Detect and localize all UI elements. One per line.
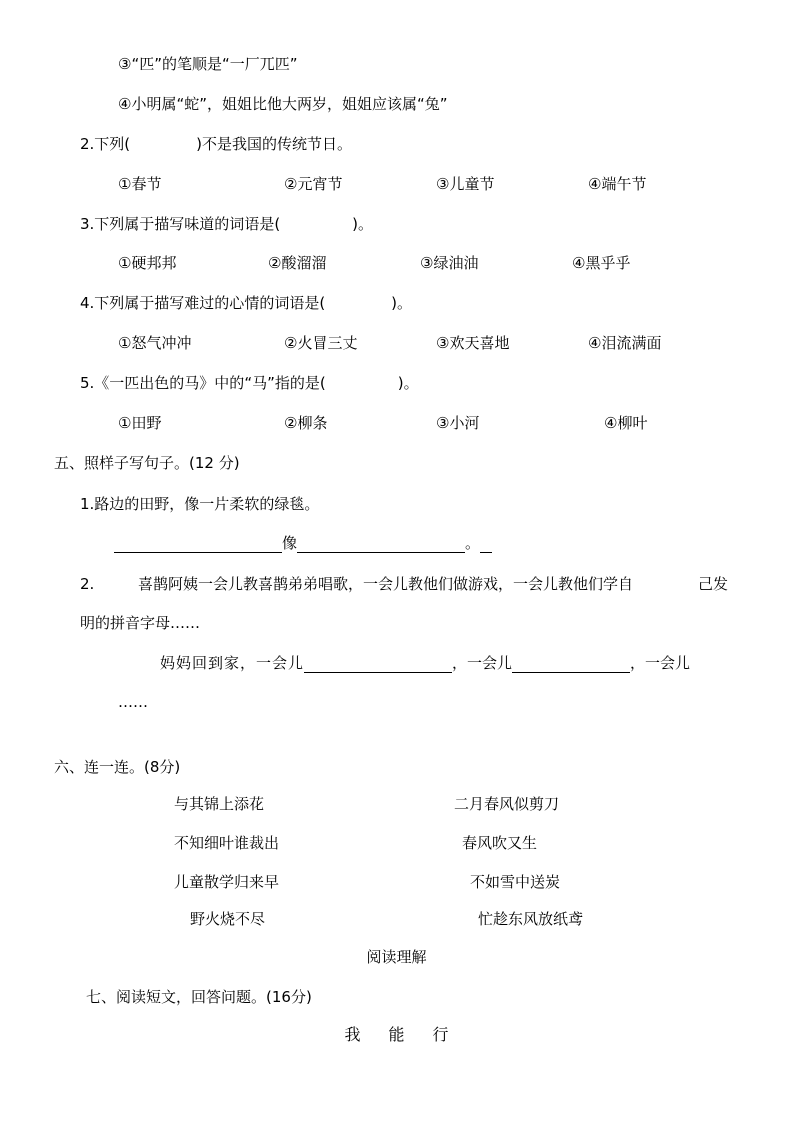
reading-label: 阅读理解 — [366, 948, 427, 966]
s5-q1-example: 1.路边的田野，像一片柔软的绿毯。 — [80, 495, 320, 513]
match-right-3[interactable]: 不如雪中送炭 — [470, 873, 561, 891]
q5-option-4: ④柳叶 — [604, 414, 648, 432]
choice-item-4: ④小明属“蛇”，姐姐比他大两岁，姐姐应该属“兔” — [118, 95, 448, 113]
match-right-4[interactable]: 忙趁东风放纸鸢 — [478, 910, 584, 928]
match-left-4[interactable]: 野火烧不尽 — [190, 910, 266, 928]
q3-option-1: ①硬邦邦 — [118, 254, 177, 272]
s5-q1-blank-2[interactable] — [297, 534, 465, 553]
match-right-1[interactable]: 二月春风似剪刀 — [454, 795, 560, 813]
q2-option-3: ③儿童节 — [436, 175, 495, 193]
s5-q2-blank-1[interactable] — [304, 654, 452, 673]
q3-option-4: ④黑乎乎 — [572, 254, 631, 272]
match-right-2[interactable]: 春风吹又生 — [462, 834, 538, 852]
question-2-prefix: 2.下列( — [80, 135, 131, 153]
s5-q1-mid: 像 — [282, 534, 298, 552]
s5-q2-blank-2[interactable] — [512, 654, 630, 673]
question-5-suffix: )。 — [397, 374, 419, 392]
choice-item-3: ③“匹”的笔顺是“一厂兀匹” — [118, 55, 298, 73]
q5-option-3: ③小河 — [436, 414, 480, 432]
s5-q2-text-b: 己发 — [698, 575, 729, 593]
question-3 — [80, 214, 373, 234]
question-5 — [80, 373, 419, 393]
q4-option-1: ①怒气冲冲 — [118, 334, 192, 352]
q4-option-2: ②火冒三丈 — [284, 334, 358, 352]
s5-q2-fill-c: ，一会儿 — [630, 654, 691, 672]
question-3-suffix: )。 — [352, 215, 374, 233]
section-5-heading: 五、照样子写句子。(12 分) — [54, 454, 240, 472]
s5-q2-num: 2. — [80, 575, 95, 593]
section-6-heading: 六、连一连。(8分) — [54, 758, 181, 776]
question-2 — [80, 134, 352, 154]
question-4-suffix: )。 — [391, 294, 413, 312]
question-3-prefix: 3.下列属于描写味道的词语是( — [80, 215, 281, 233]
question-4 — [80, 293, 412, 313]
match-left-1[interactable]: 与其锦上添花 — [174, 795, 265, 813]
q3-option-3: ③绿油油 — [420, 254, 479, 272]
s5-q2-fill-b: ，一会儿 — [452, 654, 513, 672]
question-5-prefix: 5.《一匹出色的马》中的“马”指的是( — [80, 374, 326, 392]
s5-q2-fill-a: 妈妈回到家，一会儿 — [160, 654, 305, 672]
s5-q1-end: 。 — [465, 534, 481, 552]
s5-q1-answer-row — [114, 533, 492, 553]
q4-option-4: ④泪流满面 — [588, 334, 662, 352]
passage-title: 我能行 — [344, 1025, 477, 1044]
q4-option-3: ③欢天喜地 — [436, 334, 510, 352]
s5-q1-tail-line — [480, 534, 492, 553]
s5-q2-fill-end: …… — [118, 693, 148, 711]
q3-option-2: ②酸溜溜 — [268, 254, 327, 272]
question-2-suffix: )不是我国的传统节日。 — [196, 135, 353, 153]
match-left-2[interactable]: 不知细叶谁裁出 — [174, 834, 280, 852]
q2-option-2: ②元宵节 — [284, 175, 343, 193]
question-4-prefix: 4.下列属于描写难过的心情的词语是( — [80, 294, 326, 312]
q5-option-2: ②柳条 — [284, 414, 328, 432]
s5-q1-blank-1[interactable] — [114, 534, 282, 553]
q2-option-4: ④端午节 — [588, 175, 647, 193]
s5-q2-text-a: 喜鹊阿姨一会儿教喜鹊弟弟唱歌，一会儿教他们做游戏，一会儿教他们学自 — [138, 575, 634, 593]
section-7-heading: 七、阅读短文，回答问题。(16分) — [86, 988, 312, 1006]
q2-option-1: ①春节 — [118, 175, 162, 193]
match-left-3[interactable]: 儿童散学归来早 — [174, 873, 280, 891]
q5-option-1: ①田野 — [118, 414, 162, 432]
s5-q2-answer-row — [160, 653, 690, 673]
s5-q2-text-c: 明的拼音字母…… — [80, 614, 201, 632]
